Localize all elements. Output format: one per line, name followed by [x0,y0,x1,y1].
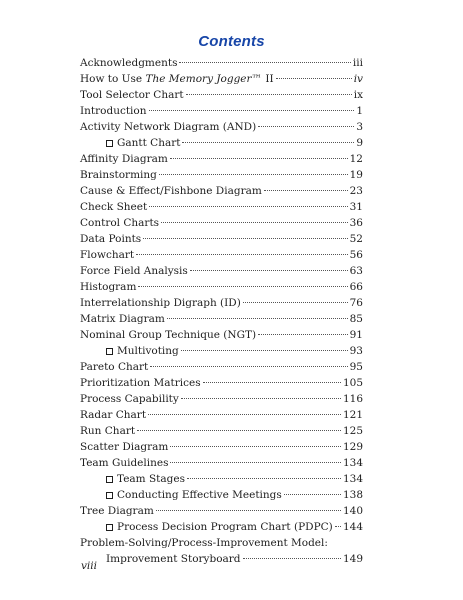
toc-subentry-multivoting[interactable] [80,343,363,359]
toc-entry-page: 1 [356,105,363,117]
toc-entry-label: Improvement Storyboard [106,553,241,565]
page-title: Contents [198,33,265,50]
dot-leader [150,366,347,367]
toc-entry-cause-effect-fishbone[interactable] [80,183,363,199]
toc-entry-page: 56 [349,249,363,261]
toc-entry-page: 95 [349,361,363,373]
toc-entry-label: Pareto Chart [80,361,149,373]
toc-entry-tool-selector-chart[interactable] [80,87,363,103]
dot-leader [187,478,341,479]
toc-entry-tree-diagram[interactable] [80,503,363,519]
dot-leader [149,110,355,111]
toc-entry-acknowledgments[interactable] [80,55,363,71]
toc-entry-page: 116 [342,393,363,405]
toc-entry-page: 9 [356,137,363,149]
toc-entry-label: Team Guidelines [80,457,169,469]
toc-entry-label [106,471,185,487]
dot-leader [203,382,341,383]
toc-entry-label: Nominal Group Technique (NGT) [80,329,257,341]
toc-entry-label [106,487,282,503]
dot-leader [179,62,350,63]
dot-leader [276,78,352,79]
toc-entry-flowchart[interactable] [80,247,363,263]
dot-leader [170,462,340,463]
dot-leader [243,558,341,559]
toc-subentry-team-stages[interactable] [80,471,363,487]
toc-heading-problem-solving-model [80,535,363,551]
dot-leader [167,318,348,319]
toc-heading-label: Problem-Solving/Process-Improvement Model: [80,537,328,549]
toc-entry-page: 91 [349,329,363,341]
toc-entry-data-points[interactable] [80,231,363,247]
toc-entry-scatter-diagram[interactable] [80,439,363,455]
dot-leader [243,302,348,303]
toc-entry-label [80,71,274,87]
toc-entry-label: Prioritization Matrices [80,377,201,389]
dot-leader [190,270,348,271]
toc-entry-force-field-analysis[interactable] [80,263,363,279]
toc-entry-affinity-diagram[interactable] [80,151,363,167]
toc-entry-label: Tree Diagram [80,505,154,517]
toc-entry-page: 52 [349,233,363,245]
toc-entry-page: 105 [342,377,363,389]
dot-leader [149,206,347,207]
toc-entry-label: Histogram [80,281,137,293]
toc-entry-label: Data Points [80,233,142,245]
dot-leader [159,174,348,175]
dot-leader [335,526,341,527]
toc-entry-histogram[interactable] [80,279,363,295]
dot-leader [284,494,341,495]
toc-entry-page: iii [352,57,363,69]
toc-entry-label [106,135,180,151]
toc-entry-label: Brainstorming [80,169,157,181]
toc-entry-label: Process Capability [80,393,179,405]
toc-entry-label: Control Charts [80,217,160,229]
page-number-footer: viii [81,560,98,572]
toc-entry-page: 31 [349,201,363,213]
dot-leader [182,142,354,143]
dot-leader [136,254,348,255]
toc-entry-page: 12 [349,153,363,165]
toc-entry-page: 138 [342,489,363,501]
toc-entry-label: Tool Selector Chart [80,89,184,101]
dot-leader [258,126,354,127]
toc-entry-label: Run Chart [80,425,136,437]
toc-entry-radar-chart[interactable] [80,407,363,423]
toc-entry-label-pre: How to Use [80,73,146,85]
checkbox-icon [106,476,113,483]
toc-entry-page: 144 [342,521,363,533]
toc-entry-page: ix [353,89,363,101]
toc-entry-page: 140 [342,505,363,517]
toc-entry-page: 36 [349,217,363,229]
dot-leader [161,222,348,223]
toc-entry-prioritization-matrices[interactable] [80,375,363,391]
toc-entry-run-chart[interactable] [80,423,363,439]
toc-entry-label: Flowchart [80,249,135,261]
toc-entry-label-text: Process Decision Program Chart (PDPC) [117,521,333,533]
toc-entry-page: 125 [342,425,363,437]
toc-entry-label: Introduction [80,105,147,117]
toc-subentry-gantt-chart[interactable] [80,135,363,151]
toc-entry-page: 63 [349,265,363,277]
toc-entry-page: 19 [349,169,363,181]
toc-entry-label: Radar Chart [80,409,147,421]
toc-entry-interrelationship-digraph[interactable] [80,295,363,311]
toc-entry-label [106,519,333,535]
toc-entry-label: Interrelationship Digraph (ID) [80,297,241,309]
toc-entry-label: Acknowledgments [80,57,178,69]
toc-entry-page: 85 [349,313,363,325]
toc-entry-page: 93 [349,345,363,357]
toc-subentry-conducting-effective-meetings[interactable] [80,487,363,503]
checkbox-icon [106,348,113,355]
dot-leader [258,334,348,335]
dot-leader [181,398,341,399]
toc-entry-label-text: Multivoting [117,345,179,357]
dot-leader [138,286,347,287]
toc-entry-label-italic: The Memory Jogger [145,73,252,85]
toc-entry-process-capability[interactable] [80,391,363,407]
toc-entry-page: 149 [342,553,363,565]
toc-entry-page: iv [353,73,363,85]
toc-entry-page: 66 [349,281,363,293]
toc-entry-page: 134 [342,457,363,469]
toc-entry-label: Matrix Diagram [80,313,165,325]
checkbox-icon [106,492,113,499]
toc-entry-pareto-chart[interactable] [80,359,363,375]
toc-entry-label: Force Field Analysis [80,265,188,277]
toc-entry-label-post: ™ II [251,73,274,85]
toc-entry-team-guidelines[interactable] [80,455,363,471]
toc-subentry-pdpc[interactable] [80,519,363,535]
dot-leader [186,94,352,95]
toc-entry-control-charts[interactable] [80,215,363,231]
toc-entry-label-text: Team Stages [117,473,185,485]
toc-entry-check-sheet[interactable] [80,199,363,215]
toc-entry-brainstorming[interactable] [80,167,363,183]
toc-entry-label [106,343,179,359]
table-of-contents [80,55,363,567]
toc-entry-label: Scatter Diagram [80,441,169,453]
toc-entry-label: Check Sheet [80,201,148,213]
checkbox-icon [106,140,113,147]
toc-entry-activity-network-diagram[interactable] [80,119,363,135]
toc-entry-label-text: Conducting Effective Meetings [117,489,282,501]
toc-entry-page: 76 [349,297,363,309]
dot-leader [143,238,347,239]
toc-entry-introduction[interactable] [80,103,363,119]
toc-subentry-improvement-storyboard[interactable] [80,551,363,567]
dot-leader [137,430,341,431]
dot-leader [181,350,348,351]
toc-entry-nominal-group-technique[interactable] [80,327,363,343]
checkbox-icon [106,524,113,531]
toc-entry-page: 134 [342,473,363,485]
dot-leader [264,190,348,191]
dot-leader [170,446,341,447]
toc-entry-page: 23 [349,185,363,197]
toc-entry-page: 129 [342,441,363,453]
toc-entry-label: Activity Network Diagram (AND) [80,121,257,133]
toc-entry-matrix-diagram[interactable] [80,311,363,327]
dot-leader [156,510,341,511]
toc-entry-how-to-use[interactable] [80,71,363,87]
dot-leader [170,158,348,159]
toc-entry-page: 3 [356,121,363,133]
dot-leader [148,414,341,415]
toc-entry-label-text: Gantt Chart [117,137,181,149]
toc-entry-label: Affinity Diagram [80,153,168,165]
toc-entry-label: Cause & Effect/Fishbone Diagram [80,185,262,197]
toc-entry-page: 121 [342,409,363,421]
